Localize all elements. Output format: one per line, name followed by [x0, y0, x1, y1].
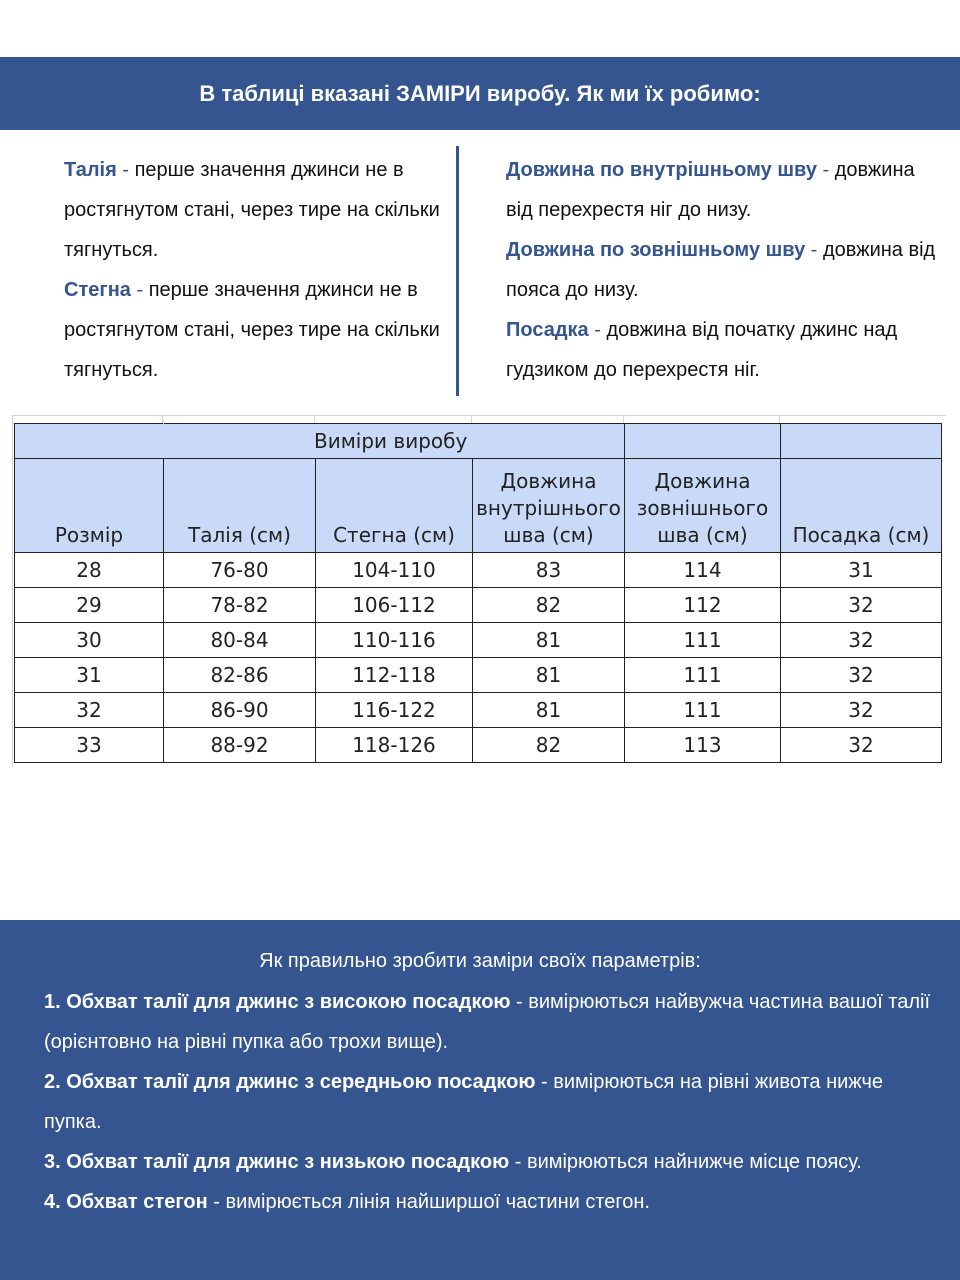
definition-text: довжина від пояса до низу.: [506, 239, 936, 301]
instruction-heading: 2. Обхват талії для джинс з середньою посадкою: [44, 1071, 536, 1093]
table-cell: 76-80: [164, 553, 316, 588]
table-cell: 111: [625, 693, 781, 728]
table-row: [15, 658, 942, 693]
gridline: [12, 415, 946, 416]
table-cell: 114: [625, 553, 781, 588]
table-cell: 86-90: [164, 693, 316, 728]
gridline: [471, 415, 472, 423]
table-row: [15, 588, 942, 623]
table-row: [15, 623, 942, 658]
gridline: [162, 415, 163, 423]
table-cell: 78-82: [164, 588, 316, 623]
definition-text: довжина від перехрестя ніг до низу.: [506, 159, 915, 221]
group-header: Виміри виробу: [314, 429, 468, 453]
instruction-heading: 4. Обхват стегон: [44, 1191, 208, 1213]
definition-rise: Посадка - довжина від початку джинс над гудзиком до перехрестя ніг.: [506, 319, 898, 381]
column-header: Талія (см): [164, 459, 316, 553]
instructions-list: [44, 982, 934, 1222]
table-row: [15, 728, 942, 763]
table-cell: 80-84: [164, 623, 316, 658]
definition-text: довжина від початку джинс над гудзиком до перехрестя ніг.: [506, 319, 898, 381]
gridline: [779, 415, 780, 423]
table-cell: 32: [781, 658, 942, 693]
instruction-text: - вимірюються на рівні живота нижче пупка.: [44, 1071, 884, 1133]
left-definitions: [64, 150, 444, 390]
table-cell: 88-92: [164, 728, 316, 763]
column-header: Довжина зовнішнього шва (см): [625, 459, 781, 553]
instructions-title: Як правильно зробити заміри своїх параметрів:: [259, 950, 701, 972]
column-header: Стегна (см): [316, 459, 473, 553]
table-cell: 111: [625, 658, 781, 693]
definition-text: перше значення джинси не в ростягнутом стані, через тире на скільки тягнуться.: [64, 279, 440, 381]
table-cell: 112: [625, 588, 781, 623]
instruction-text: - вимірюється лінія найширшої частини стегон.: [207, 1191, 650, 1213]
table-header-row: [15, 459, 942, 553]
definition-term: Довжина по внутрішньому шву: [506, 159, 817, 181]
table-cell: 111: [625, 623, 781, 658]
measurement-instructions-panel: [0, 920, 960, 1280]
table-cell: 81: [473, 658, 625, 693]
gridline: [12, 415, 13, 767]
table-cell: 81: [473, 693, 625, 728]
table-row: [15, 693, 942, 728]
right-definitions: [506, 150, 946, 390]
instruction-heading: 1. Обхват талії для джинс з високою посадкою: [44, 991, 511, 1013]
instruction-text: - вимірюються найвужча частина вашої талії (орієнтовно на рівні пупка або трохи вище).: [44, 991, 931, 1053]
table-cell: 31: [15, 658, 164, 693]
definition-term: Посадка: [506, 319, 589, 341]
table-cell: 32: [781, 728, 942, 763]
column-header: Розмір: [15, 459, 164, 553]
definition-waist: Талія - перше значення джинси не в ростягнутом стані, через тире на скільки тягнуться.: [64, 159, 440, 261]
table-cell: 28: [15, 553, 164, 588]
instruction-item: [44, 1062, 934, 1142]
instruction-item: [44, 982, 934, 1062]
table-cell: 112-118: [316, 658, 473, 693]
size-table: [14, 423, 942, 763]
table-cell: 32: [781, 693, 942, 728]
instruction-item: [44, 1142, 934, 1182]
gridline: [314, 415, 315, 423]
instruction-heading: 3. Обхват талії для джинс з низькою посадкою: [44, 1151, 510, 1173]
table-cell: 82-86: [164, 658, 316, 693]
definition-text: перше значення джинси не в ростягнутом стані, через тире на скільки тягнуться.: [64, 159, 440, 261]
definition-outseam: Довжина по зовнішньому шву - довжина від пояса до низу.: [506, 239, 936, 301]
top-banner: [0, 57, 960, 130]
table-cell: 81: [473, 623, 625, 658]
gridline: [623, 415, 624, 423]
table-cell: 116-122: [316, 693, 473, 728]
table-cell: 83: [473, 553, 625, 588]
table-cell: 32: [15, 693, 164, 728]
table-cell: 113: [625, 728, 781, 763]
table-cell: 82: [473, 588, 625, 623]
table-cell: 32: [781, 588, 942, 623]
column-header: Довжина внутрішнього шва (см): [473, 459, 625, 553]
table-row: [15, 553, 942, 588]
instruction-item: [44, 1182, 934, 1222]
table-cell: 104-110: [316, 553, 473, 588]
table-group-header-row: [15, 424, 942, 459]
table-cell: 31: [781, 553, 942, 588]
table-cell: 118-126: [316, 728, 473, 763]
table-cell: 29: [15, 588, 164, 623]
table-cell: 33: [15, 728, 164, 763]
table-cell: 82: [473, 728, 625, 763]
definition-inseam: Довжина по внутрішньому шву - довжина від перехрестя ніг до низу.: [506, 159, 915, 221]
table-cell: 106-112: [316, 588, 473, 623]
column-header: Посадка (см): [781, 459, 942, 553]
table-cell: 32: [781, 623, 942, 658]
table-cell: 110-116: [316, 623, 473, 658]
banner-title: В таблиці вказані ЗАМІРИ виробу. Як ми їх робимо:: [199, 80, 761, 106]
column-divider: [456, 146, 459, 396]
instruction-text: - вимірюються найнижче місце поясу.: [509, 1151, 862, 1173]
definition-hips: Стегна - перше значення джинси не в ростягнутом стані, через тире на скільки тягнуться.: [64, 279, 440, 381]
definition-term: Стегна: [64, 279, 131, 301]
table-cell: 30: [15, 623, 164, 658]
definition-term: Довжина по зовнішньому шву: [506, 239, 806, 261]
definition-term: Талія: [64, 159, 117, 181]
